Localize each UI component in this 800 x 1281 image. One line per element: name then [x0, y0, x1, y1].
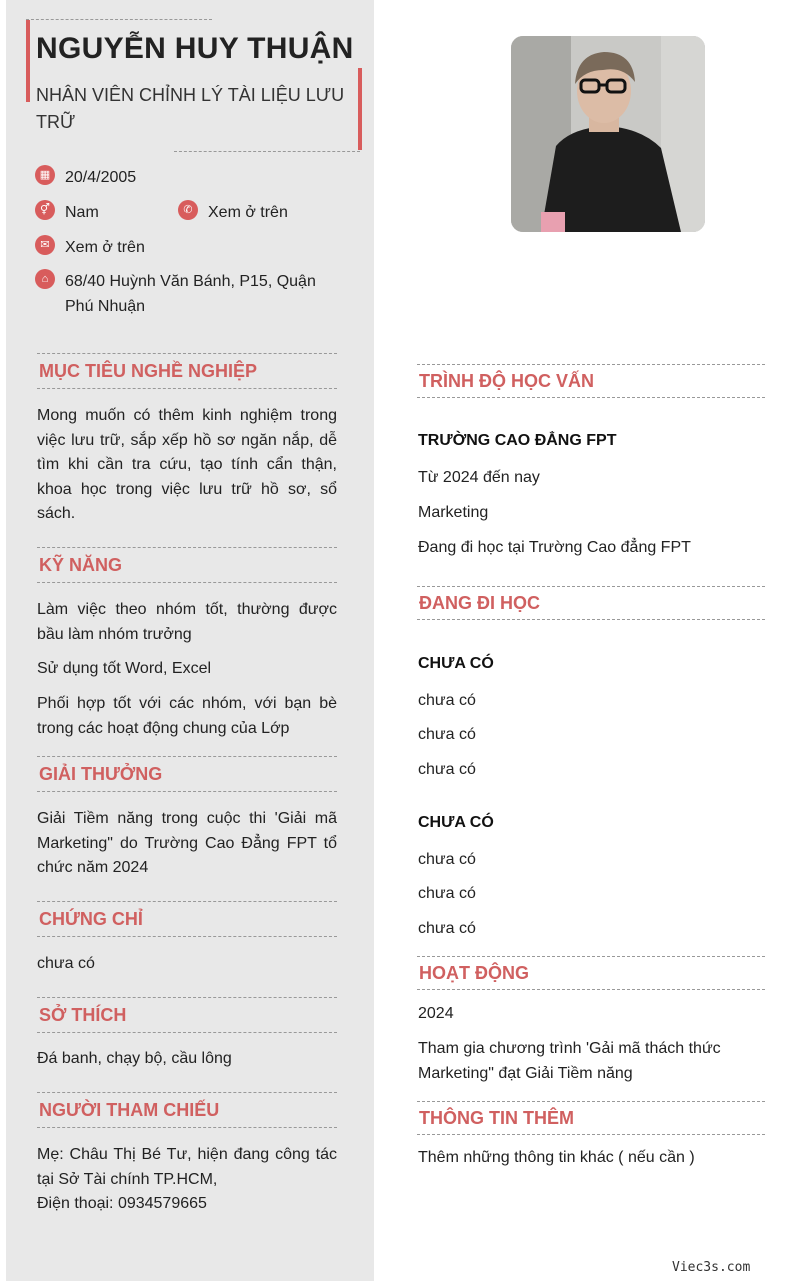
- skill-item: Sử dụng tốt Word, Excel: [37, 660, 212, 677]
- objective-text: Mong muốn có thêm kinh nghiệm trong việc lưu trữ, sắp xếp hồ sơ ngăn nắp, dễ tìm khi cần tra cứu, tạo tính cẩn thận, khoa học trong việc lưu trữ hồ sơ, sổ sách.: [37, 407, 337, 522]
- accent-bar: [26, 20, 30, 102]
- calendar-icon: ▦: [35, 165, 55, 185]
- studying-line: chưa có: [418, 885, 476, 902]
- section-heading-references: NGƯỜI THAM CHIẾU: [37, 1092, 337, 1128]
- activity-text: Tham gia chương trình 'Gải mã thách thức Marketing" đạt Giải Tiềm năng: [418, 1040, 721, 1082]
- address-row: [35, 269, 335, 319]
- studying-line: chưa có: [418, 920, 476, 937]
- studying-block-head: CHƯA CÓ: [418, 814, 494, 831]
- awards-text: Giải Tiềm năng trong cuộc thi 'Giải mã Marketing" do Trường Cao Đẳng FPT tổ chức năm 2024: [37, 810, 337, 876]
- section-heading-awards: GIẢI THƯỞNG: [37, 756, 337, 792]
- gender-row: [35, 200, 99, 225]
- section-heading-more-info: THÔNG TIN THÊM: [417, 1101, 765, 1135]
- envelope-icon: ✉: [35, 235, 55, 255]
- reference-text: Mẹ: Châu Thị Bé Tư, hiện đang công tác tại Sở Tài chính TP.HCM,: [37, 1146, 337, 1188]
- birthday-value: 20/4/2005: [65, 169, 137, 186]
- job-title: NHÂN VIÊN CHỈNH LÝ TÀI LIỆU LƯU TRỮ: [36, 85, 345, 132]
- education-status: Đang đi học tại Trường Cao đẳng FPT: [418, 539, 691, 556]
- studying-line: chưa có: [418, 761, 476, 778]
- home-icon: ⌂: [35, 269, 55, 289]
- section-heading-education: TRÌNH ĐỘ HỌC VẤN: [417, 364, 765, 398]
- school-name: TRƯỜNG CAO ĐẲNG FPT: [418, 432, 617, 449]
- address-value: 68/40 Huỳnh Văn Bánh, P15, Quận Phú Nhuận: [65, 273, 316, 315]
- watermark: Viec3s.com: [672, 1260, 751, 1275]
- gender-icon: ⚥: [35, 200, 55, 220]
- full-name: NGUYỄN HUY THUẬN: [36, 32, 354, 65]
- name-box: [26, 18, 362, 154]
- phone-icon: ✆: [178, 200, 198, 220]
- profile-photo: [511, 36, 705, 232]
- studying-line: chưa có: [418, 726, 476, 743]
- education-major: Marketing: [418, 504, 489, 521]
- education-period: Từ 2024 đến nay: [418, 469, 540, 486]
- section-heading-activities: HOẠT ĐỘNG: [417, 956, 765, 990]
- phone-row: [178, 200, 288, 225]
- accent-bar: [358, 68, 362, 150]
- studying-line: chưa có: [418, 851, 476, 868]
- section-heading-certificates: CHỨNG CHỈ: [37, 901, 337, 937]
- divider: [174, 151, 360, 152]
- hobbies-text: Đá banh, chạy bộ, cầu lông: [37, 1050, 232, 1067]
- section-heading-objective: MỤC TIÊU NGHỀ NGHIỆP: [37, 353, 337, 389]
- profile-photo-illustration: [511, 36, 705, 232]
- more-info-text: Thêm những thông tin khác ( nếu cần ): [418, 1149, 695, 1166]
- divider: [26, 19, 212, 20]
- studying-line: chưa có: [418, 692, 476, 709]
- section-heading-skills: KỸ NĂNG: [37, 547, 337, 583]
- email-value: Xem ở trên: [65, 239, 145, 256]
- section-heading-hobbies: SỞ THÍCH: [37, 997, 337, 1033]
- skill-item: Làm việc theo nhóm tốt, thường được bầu làm nhóm trưởng: [37, 601, 337, 643]
- birthday-row: [35, 165, 136, 190]
- skill-item: Phối hợp tốt với các nhóm, với bạn bè trong các hoạt động chung của Lớp: [37, 695, 337, 737]
- email-row: [35, 235, 145, 260]
- activity-year: 2024: [418, 1005, 454, 1022]
- studying-block-head: CHƯA CÓ: [418, 655, 494, 672]
- section-heading-studying: ĐANG ĐI HỌC: [417, 586, 765, 620]
- gender-value: Nam: [65, 204, 99, 221]
- certificates-text: chưa có: [37, 955, 95, 972]
- phone-value: Xem ở trên: [208, 204, 288, 221]
- reference-phone: Điện thoại: 0934579665: [37, 1195, 207, 1212]
